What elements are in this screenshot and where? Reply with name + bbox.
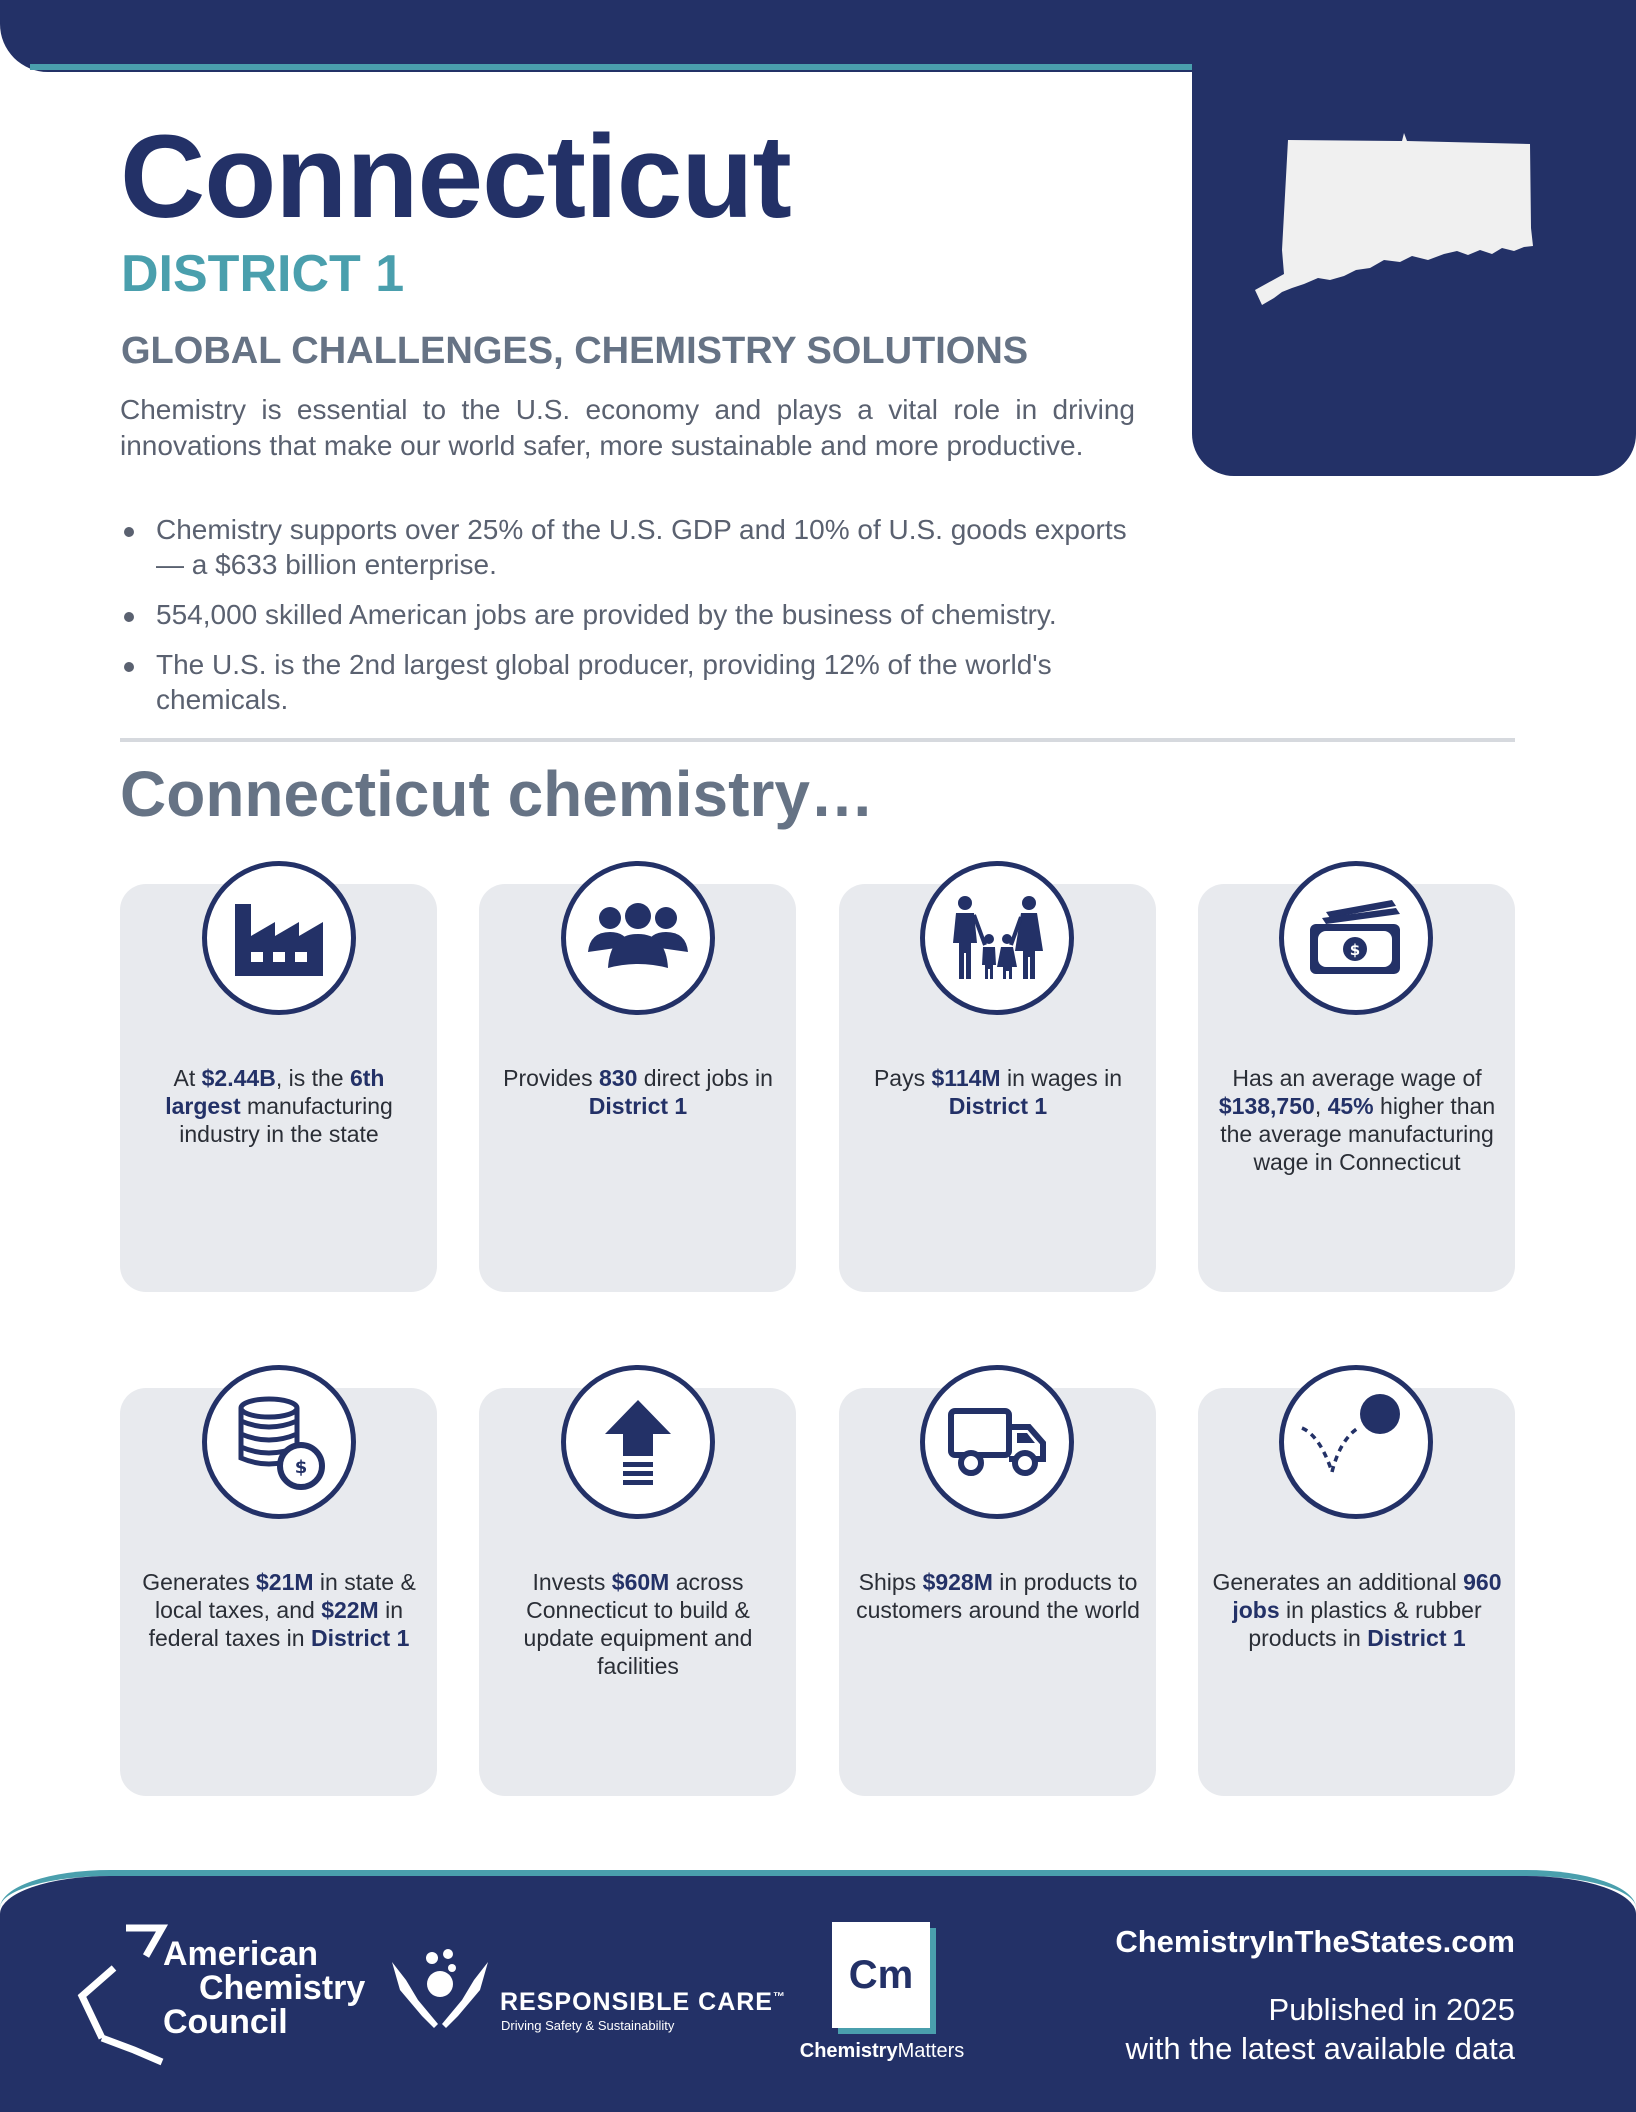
chemistry-matters-logo: Cm xyxy=(832,1922,930,2028)
up-arrow-icon xyxy=(561,1365,715,1519)
stat-text xyxy=(134,1064,424,1148)
top-banner-accent xyxy=(30,64,1200,70)
responsible-care-title: RESPONSIBLE CARE™ xyxy=(500,1988,786,2016)
stat-highlight: 6th largest xyxy=(165,1065,385,1119)
coins-stack-icon xyxy=(202,1365,356,1519)
stat-highlight: $22M xyxy=(321,1597,379,1623)
stat-highlight: District 1 xyxy=(588,1093,688,1119)
stat-text xyxy=(134,1568,424,1652)
stat-fragment: , xyxy=(1314,1093,1328,1119)
stat-highlight: $60M xyxy=(611,1569,670,1595)
fact-list xyxy=(120,512,1135,732)
stat-fragment: across Connecticut to build & update equipment and facilities xyxy=(523,1569,753,1679)
list-item: The U.S. is the 2nd largest global producer, providing 12% of the world's chemicals. xyxy=(120,647,1135,717)
stat-fragment: Has an average wage of xyxy=(1232,1065,1482,1091)
stat-fragment: in state & local taxes, and xyxy=(154,1569,416,1623)
page-title: Connecticut xyxy=(120,111,791,243)
stat-fragment: manufacturing industry in the state xyxy=(179,1093,393,1147)
stat-highlight: 45% xyxy=(1327,1093,1374,1119)
stat-fragment: , is the xyxy=(275,1065,350,1091)
subtitle: GLOBAL CHALLENGES, CHEMISTRY SOLUTIONS xyxy=(121,330,1029,372)
delivery-truck-icon xyxy=(920,1365,1074,1519)
svg-text:$: $ xyxy=(294,1457,308,1478)
acc-hexagon-logo-icon xyxy=(74,1920,174,2070)
stat-fragment: in federal taxes in xyxy=(148,1597,404,1651)
responsible-care-hands-icon xyxy=(388,1944,492,2028)
bouncing-ball-icon xyxy=(1279,1365,1433,1519)
stat-text xyxy=(493,1064,783,1120)
intro-paragraph: Chemistry is essential to the U.S. economy and plays a vital role in driving innovations that make our world safer, more sustainable and more productive. xyxy=(120,394,1135,461)
stat-fragment: Generates xyxy=(142,1569,256,1595)
stat-fragment: higher than the average manufacturing wage in Connecticut xyxy=(1220,1093,1496,1175)
stat-fragment: Pays xyxy=(873,1065,932,1091)
factory-icon xyxy=(202,861,356,1015)
stat-fragment: direct jobs in xyxy=(637,1065,773,1091)
stat-fragment: Provides xyxy=(503,1065,599,1091)
stat-highlight: 830 xyxy=(598,1065,638,1091)
published-note: Published in 2025 with the latest available data xyxy=(1125,1992,1515,2066)
svg-text:$: $ xyxy=(1349,941,1361,959)
stat-highlight: District 1 xyxy=(1367,1625,1466,1651)
stat-text xyxy=(1212,1064,1502,1176)
responsible-care-tagline: Driving Safety & Sustainability xyxy=(501,2018,675,2033)
chemistry-matters-label: ChemistryMatters xyxy=(799,2040,965,2062)
people-group-icon xyxy=(561,861,715,1015)
acc-logo-text: American Chemistry Council xyxy=(163,1935,366,2041)
stat-highlight: District 1 xyxy=(948,1093,1048,1119)
stat-fragment: in products to customers around the world xyxy=(856,1569,1140,1623)
stat-highlight: $928M xyxy=(922,1569,993,1595)
stat-text xyxy=(1212,1568,1502,1652)
section-title: Connecticut chemistry… xyxy=(120,758,874,830)
stat-highlight: $21M xyxy=(255,1569,314,1595)
list-item: Chemistry supports over 25% of the U.S. GDP and 10% of U.S. goods exports — a $633 billion enterprise. xyxy=(120,512,1135,582)
stat-fragment: in wages in xyxy=(1000,1065,1123,1091)
stat-fragment: At xyxy=(173,1065,202,1091)
stat-highlight: $138,750 xyxy=(1218,1093,1315,1119)
state-map-panel xyxy=(1192,0,1636,476)
stat-text xyxy=(493,1568,783,1680)
stat-text xyxy=(853,1064,1143,1120)
stat-fragment: Invests xyxy=(532,1569,612,1595)
stat-highlight: District 1 xyxy=(310,1625,410,1651)
stat-fragment: Ships xyxy=(858,1569,923,1595)
stat-highlight: 960 jobs xyxy=(1232,1569,1502,1623)
family-icon xyxy=(920,861,1074,1015)
stat-text xyxy=(853,1568,1143,1624)
section-divider xyxy=(120,738,1515,742)
connecticut-state-shape-icon xyxy=(1252,130,1572,370)
stat-highlight: $114M xyxy=(931,1065,1001,1091)
stat-highlight: $2.44B xyxy=(201,1065,276,1091)
website-link[interactable]: ChemistryInTheStates.com xyxy=(1115,1924,1515,1959)
cash-icon xyxy=(1279,861,1433,1015)
stat-fragment: in plastics & rubber products in xyxy=(1248,1597,1482,1651)
district-label: DISTRICT 1 xyxy=(121,245,405,303)
stat-fragment: Generates an additional xyxy=(1212,1569,1464,1595)
list-item: 554,000 skilled American jobs are provided by the business of chemistry. xyxy=(120,597,1135,632)
